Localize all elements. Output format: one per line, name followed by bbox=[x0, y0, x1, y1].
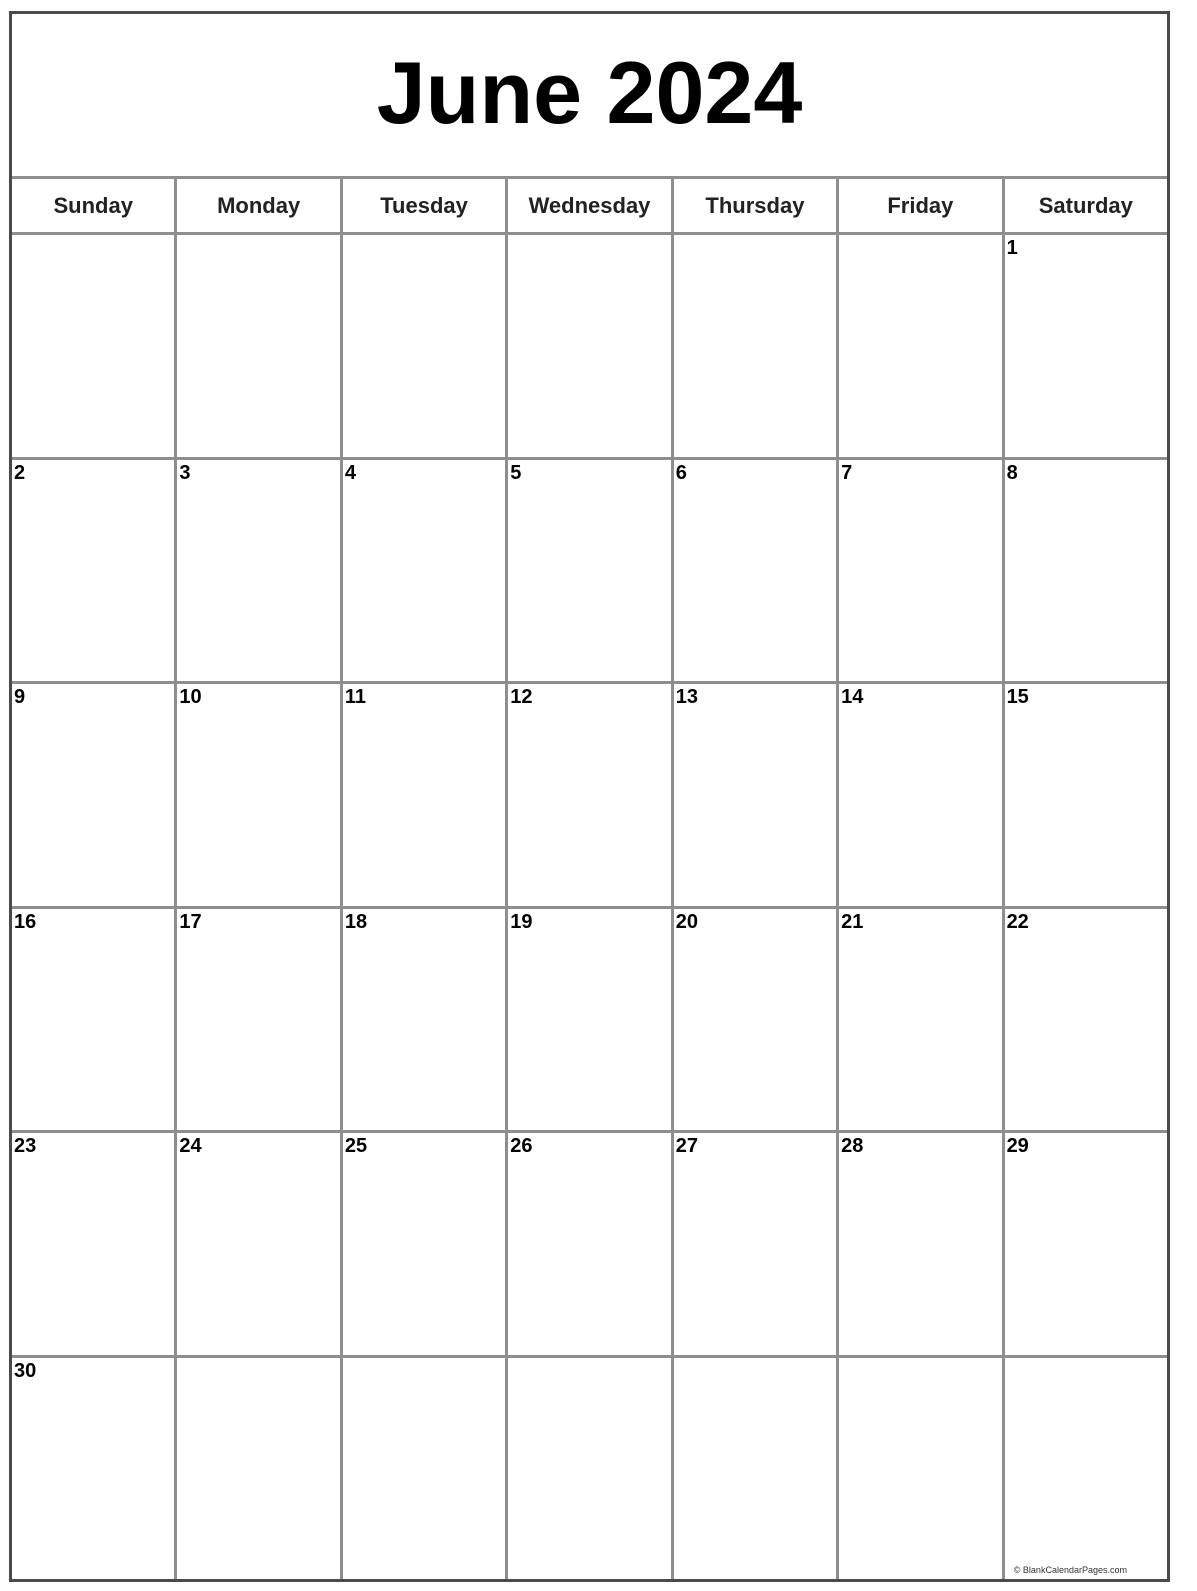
day-cell bbox=[674, 1358, 836, 1580]
day-cell bbox=[1005, 235, 1167, 457]
day-cell bbox=[12, 1133, 174, 1355]
calendar-grid bbox=[12, 176, 1167, 1579]
calendar-page bbox=[9, 11, 1170, 1582]
day-number: 15 bbox=[1006, 686, 1029, 708]
day-number: 4 bbox=[344, 461, 356, 484]
day-cell bbox=[839, 235, 1001, 457]
day-cell bbox=[1005, 460, 1167, 682]
day-cell bbox=[508, 684, 670, 906]
day-number: 23 bbox=[14, 1135, 37, 1157]
day-cell bbox=[343, 684, 505, 906]
day-number: 29 bbox=[1006, 1135, 1029, 1157]
day-number: 21 bbox=[841, 910, 864, 933]
day-number: 7 bbox=[841, 461, 853, 484]
day-cell bbox=[177, 460, 339, 682]
day-number: 30 bbox=[14, 1359, 37, 1382]
day-cell bbox=[1005, 909, 1167, 1131]
day-cell bbox=[177, 235, 339, 457]
day-cell bbox=[508, 235, 670, 457]
day-cell bbox=[12, 909, 174, 1131]
day-cell bbox=[839, 909, 1001, 1131]
weekday-header-saturday: Saturday bbox=[1005, 179, 1167, 232]
day-cell bbox=[343, 909, 505, 1131]
day-number: 26 bbox=[510, 1135, 533, 1157]
day-number: 25 bbox=[344, 1135, 368, 1157]
day-number: 12 bbox=[510, 686, 533, 708]
day-cell bbox=[12, 460, 174, 682]
weekday-header-tuesday: Tuesday bbox=[343, 179, 505, 232]
title-bar bbox=[12, 14, 1167, 176]
day-cell bbox=[177, 909, 339, 1131]
day-cell bbox=[839, 1358, 1001, 1580]
month-title: June 2024 bbox=[376, 43, 803, 142]
day-number: 6 bbox=[675, 461, 687, 484]
day-number: 1 bbox=[1006, 237, 1018, 259]
day-cell bbox=[508, 1133, 670, 1355]
day-cell bbox=[674, 235, 836, 457]
day-cell bbox=[343, 460, 505, 682]
day-cell bbox=[674, 1133, 836, 1355]
day-number: 2 bbox=[14, 461, 26, 484]
day-number: 14 bbox=[841, 686, 864, 708]
day-cell bbox=[1005, 684, 1167, 906]
day-number: 5 bbox=[510, 461, 522, 484]
weekday-header-thursday: Thursday bbox=[674, 179, 836, 232]
day-cell bbox=[1005, 1133, 1167, 1355]
day-cell bbox=[674, 460, 836, 682]
day-number: 18 bbox=[344, 910, 368, 933]
day-number: 13 bbox=[675, 686, 698, 708]
day-cell bbox=[508, 909, 670, 1131]
day-cell bbox=[343, 1133, 505, 1355]
day-cell bbox=[12, 684, 174, 906]
weekday-header-monday: Monday bbox=[177, 179, 339, 232]
day-cell bbox=[674, 909, 836, 1131]
day-number: 17 bbox=[179, 910, 202, 933]
day-number: 19 bbox=[510, 910, 533, 933]
day-number: 20 bbox=[675, 910, 698, 933]
day-cell bbox=[508, 1358, 670, 1580]
day-cell bbox=[177, 1133, 339, 1355]
weekday-header-sunday: Sunday bbox=[12, 179, 174, 232]
day-cell bbox=[343, 1358, 505, 1580]
day-number: 27 bbox=[675, 1135, 698, 1157]
day-cell bbox=[177, 684, 339, 906]
day-cell bbox=[12, 1358, 174, 1580]
day-number: 28 bbox=[841, 1135, 864, 1157]
day-number: 10 bbox=[179, 686, 202, 708]
day-number: 22 bbox=[1006, 910, 1029, 933]
day-cell bbox=[839, 1133, 1001, 1355]
day-number: 3 bbox=[179, 461, 191, 484]
day-number: 16 bbox=[14, 910, 37, 933]
day-number: 8 bbox=[1006, 461, 1018, 484]
weekday-header-friday: Friday bbox=[839, 179, 1001, 232]
day-cell bbox=[177, 1358, 339, 1580]
day-number: 11 bbox=[344, 686, 366, 708]
weekday-header-wednesday: Wednesday bbox=[508, 179, 670, 232]
day-cell bbox=[674, 684, 836, 906]
day-cell bbox=[343, 235, 505, 457]
site-credit: © BlankCalendarPages.com bbox=[1013, 1565, 1127, 1575]
day-cell bbox=[12, 235, 174, 457]
day-cell bbox=[839, 460, 1001, 682]
day-cell bbox=[508, 460, 670, 682]
day-cell bbox=[1005, 1358, 1167, 1580]
day-number: 9 bbox=[14, 686, 26, 708]
day-cell bbox=[839, 684, 1001, 906]
day-number: 24 bbox=[179, 1135, 202, 1157]
